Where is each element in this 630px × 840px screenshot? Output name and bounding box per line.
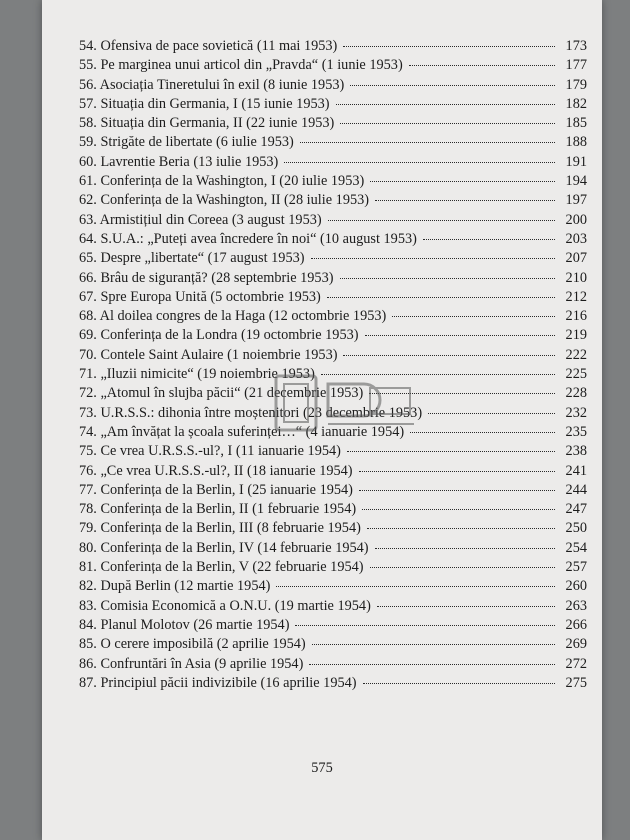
- dot-leader: [428, 413, 555, 414]
- table-of-contents: [79, 38, 587, 694]
- dot-leader: [295, 625, 555, 626]
- toc-entry-title: 65. Despre „libertate“ (17 august 1953): [79, 250, 305, 267]
- toc-entry: [79, 598, 587, 617]
- dot-leader: [423, 239, 555, 240]
- toc-entry-page: 241: [565, 462, 587, 479]
- toc-entry-title: 82. După Berlin (12 martie 1954): [79, 578, 271, 595]
- toc-entry-page: 235: [565, 423, 587, 440]
- toc-entry: [79, 57, 587, 76]
- toc-entry-page: 254: [565, 539, 587, 556]
- toc-entry: [79, 270, 587, 289]
- toc-entry: [79, 38, 587, 57]
- dot-leader: [392, 316, 555, 317]
- toc-entry-title: 55. Pe marginea unui articol din „Pravda“ (1 iunie 1953): [79, 57, 403, 74]
- toc-entry: [79, 212, 587, 231]
- dot-leader: [309, 664, 555, 665]
- dot-leader: [311, 258, 556, 259]
- dot-leader: [359, 471, 555, 472]
- toc-entry: [79, 231, 587, 250]
- toc-entry: [79, 617, 587, 636]
- toc-entry-page: 257: [565, 559, 587, 576]
- toc-entry-title: 84. Planul Molotov (26 martie 1954): [79, 616, 290, 633]
- toc-entry-title: 66. Brâu de siguranță? (28 septembrie 1953): [79, 269, 334, 286]
- toc-entry: [79, 134, 587, 153]
- dot-leader: [370, 181, 555, 182]
- toc-entry-title: 61. Conferința de la Washington, I (20 iulie 1953): [79, 173, 365, 190]
- toc-entry-page: 272: [565, 655, 587, 672]
- toc-entry-page: 185: [565, 115, 587, 132]
- toc-entry: [79, 578, 587, 597]
- toc-entry-title: 78. Conferința de la Berlin, II (1 februarie 1954): [79, 501, 357, 518]
- toc-entry: [79, 482, 587, 501]
- dot-leader: [343, 46, 555, 47]
- toc-entry-title: 76. „Ce vrea U.R.S.S.-ul?, II (18 ianuarie 1954): [79, 462, 353, 479]
- toc-entry-page: 269: [565, 636, 587, 653]
- dot-leader: [363, 683, 555, 684]
- toc-entry-title: 72. „Atomul în slujba păcii“ (21 decembrie 1953): [79, 385, 364, 402]
- dot-leader: [312, 644, 555, 645]
- toc-entry-page: 238: [565, 443, 587, 460]
- toc-entry-page: 263: [565, 597, 587, 614]
- toc-entry-page: 200: [565, 211, 587, 228]
- dot-leader: [367, 528, 555, 529]
- toc-entry: [79, 520, 587, 539]
- dot-leader: [327, 297, 555, 298]
- toc-entry-page: 260: [565, 578, 587, 595]
- toc-entry-page: 177: [565, 57, 587, 74]
- toc-entry-title: 87. Principiul păcii indivizibile (16 aprilie 1954): [79, 674, 357, 691]
- toc-entry-page: 228: [565, 385, 587, 402]
- toc-entry-page: 225: [565, 366, 587, 383]
- dot-leader: [377, 606, 555, 607]
- toc-entry: [79, 636, 587, 655]
- toc-entry: [79, 540, 587, 559]
- toc-entry: [79, 115, 587, 134]
- toc-entry-title: 83. Comisia Economică a O.N.U. (19 martie 1954): [79, 597, 371, 614]
- dot-leader: [375, 548, 555, 549]
- toc-entry-page: 197: [565, 192, 587, 209]
- dot-leader: [343, 355, 555, 356]
- toc-entry: [79, 443, 587, 462]
- toc-entry: [79, 347, 587, 366]
- toc-entry-page: 275: [565, 674, 587, 691]
- toc-entry-page: 212: [565, 288, 587, 305]
- toc-entry-title: 63. Armistițiul din Coreea (3 august 1953): [79, 211, 322, 228]
- toc-entry-page: 179: [565, 76, 587, 93]
- toc-entry-title: 80. Conferința de la Berlin, IV (14 februarie 1954): [79, 539, 369, 556]
- toc-entry-title: 81. Conferința de la Berlin, V (22 februarie 1954): [79, 559, 364, 576]
- toc-entry-title: 64. S.U.A.: „Puteți avea încredere în noi“ (10 august 1953): [79, 230, 417, 247]
- toc-entry: [79, 675, 587, 694]
- toc-entry-title: 57. Situația din Germania, I (15 iunie 1953): [79, 95, 330, 112]
- toc-entry-title: 73. U.R.S.S.: dihonia între moștenitori (23 decembrie 1953): [79, 404, 423, 421]
- toc-entry: [79, 77, 587, 96]
- toc-entry: [79, 501, 587, 520]
- toc-entry-page: 232: [565, 404, 587, 421]
- toc-entry-page: 191: [565, 153, 587, 170]
- toc-entry: [79, 463, 587, 482]
- toc-entry-title: 71. „Iluzii nimicite“ (19 noiembrie 1953): [79, 366, 315, 383]
- dot-leader: [347, 451, 555, 452]
- toc-entry-title: 79. Conferința de la Berlin, III (8 februarie 1954): [79, 520, 361, 537]
- dot-leader: [370, 567, 555, 568]
- toc-entry-title: 69. Conferința de la Londra (19 octombrie 1953): [79, 327, 359, 344]
- dot-leader: [340, 123, 555, 124]
- toc-entry-page: 194: [565, 173, 587, 190]
- toc-entry-title: 62. Conferința de la Washington, II (28 iulie 1953): [79, 192, 370, 209]
- dot-leader: [328, 220, 555, 221]
- page-number: 575: [311, 760, 333, 776]
- dot-leader: [340, 278, 556, 279]
- toc-entry-title: 85. O cerere imposibilă (2 aprilie 1954): [79, 636, 306, 653]
- toc-entry-page: 207: [565, 250, 587, 267]
- toc-entry-title: 60. Lavrentie Beria (13 iulie 1953): [79, 153, 279, 170]
- dot-leader: [365, 335, 555, 336]
- toc-entry: [79, 96, 587, 115]
- toc-entry: [79, 327, 587, 346]
- dot-leader: [359, 490, 555, 491]
- toc-entry-title: 58. Situația din Germania, II (22 iunie 1953): [79, 115, 335, 132]
- dot-leader: [410, 432, 555, 433]
- toc-entry-title: 74. „Am învățat la școala suferinței…“ (4 ianuarie 1954): [79, 423, 405, 440]
- toc-entry-page: 247: [565, 501, 587, 518]
- toc-entry-title: 68. Al doilea congres de la Haga (12 octombrie 1953): [79, 308, 387, 325]
- dot-leader: [276, 586, 555, 587]
- toc-entry-title: 86. Confruntări în Asia (9 aprilie 1954): [79, 655, 304, 672]
- toc-entry-page: 173: [565, 38, 587, 54]
- toc-entry-page: 182: [565, 95, 587, 112]
- toc-entry-page: 222: [565, 346, 587, 363]
- toc-entry-page: 244: [565, 481, 587, 498]
- dot-leader: [409, 65, 555, 66]
- dot-leader: [336, 104, 555, 105]
- bookstore-logo-icon: [270, 368, 420, 438]
- dot-leader: [375, 200, 555, 201]
- dot-leader: [284, 162, 555, 163]
- toc-entry-title: 75. Ce vrea U.R.S.S.-ul?, I (11 ianuarie 1954): [79, 443, 341, 460]
- toc-entry: [79, 173, 587, 192]
- toc-entry: [79, 559, 587, 578]
- toc-entry-title: 70. Contele Saint Aulaire (1 noiembrie 1953): [79, 346, 338, 363]
- toc-entry: [79, 289, 587, 308]
- toc-entry: [79, 192, 587, 211]
- dot-leader: [300, 142, 555, 143]
- toc-entry-page: 203: [565, 230, 587, 247]
- toc-entry: [79, 308, 587, 327]
- toc-entry-page: 210: [565, 269, 587, 286]
- toc-entry-page: 266: [565, 616, 587, 633]
- toc-entry-title: 54. Ofensiva de pace sovietică (11 mai 1953): [79, 38, 338, 54]
- toc-entry-page: 188: [565, 134, 587, 151]
- toc-entry: [79, 154, 587, 173]
- toc-entry-page: 216: [565, 308, 587, 325]
- toc-entry: [79, 656, 587, 675]
- toc-entry-page: 219: [565, 327, 587, 344]
- toc-entry-title: 59. Strigăte de libertate (6 iulie 1953): [79, 134, 294, 151]
- toc-entry-title: 67. Spre Europa Unită (5 octombrie 1953): [79, 288, 321, 305]
- dot-leader: [350, 85, 555, 86]
- toc-entry: [79, 250, 587, 269]
- book-page: [42, 0, 602, 840]
- toc-entry-page: 250: [565, 520, 587, 537]
- dot-leader: [362, 509, 555, 510]
- toc-entry-title: 77. Conferința de la Berlin, I (25 ianuarie 1954): [79, 481, 353, 498]
- toc-entry-title: 56. Asociația Tineretului în exil (8 iunie 1953): [79, 76, 345, 93]
